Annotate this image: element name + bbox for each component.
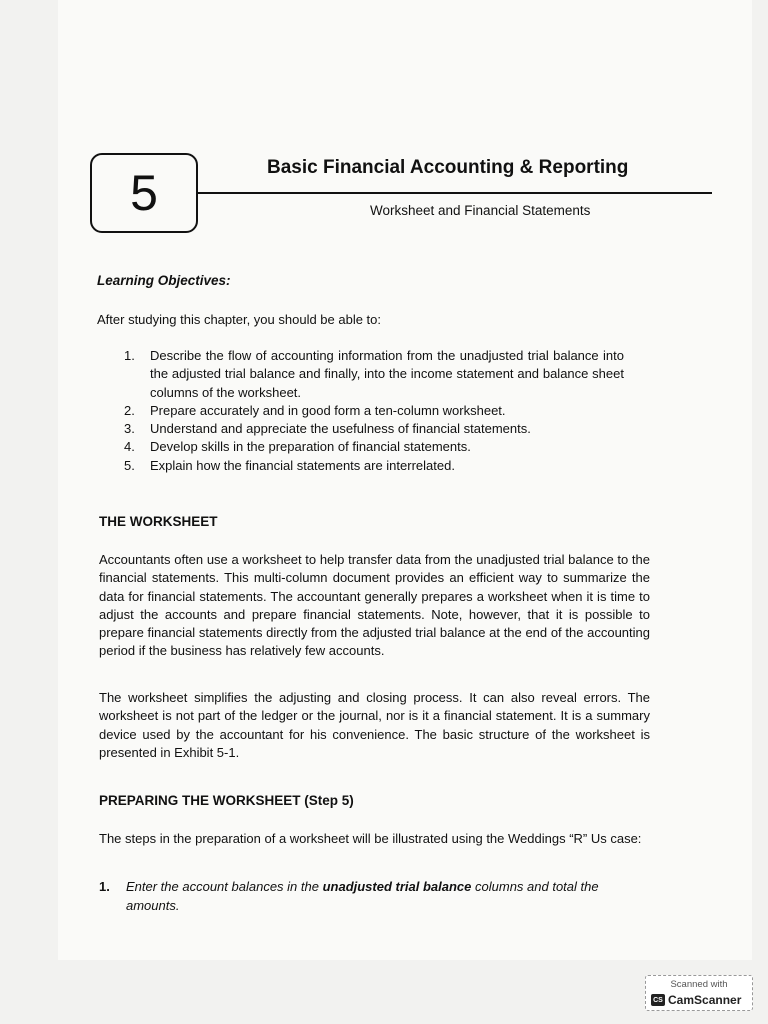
step-item: [99, 877, 655, 915]
worksheet-paragraph-2: The worksheet simplifies the adjusting and closing process. It can also reveal errors. The worksheet is not part of the ledger or the journal, nor is it a financial statement. It is a summary device used by the accountant for his convenience. The basic structure of the worksheet is presented in Exhibit 5-1.: [99, 690, 650, 760]
step-text-part: columns and total the amounts.: [126, 879, 599, 913]
objective-number: 5.: [124, 457, 135, 473]
camscanner-watermark: [645, 975, 753, 1011]
title-rule: [198, 192, 712, 194]
worksheet-paragraph-1: Accountants often use a worksheet to help transfer data from the unadjusted trial balance to the financial statements. This multi-column document provides an efficient way to summarize the data for financial statements. The accountant generally prepares a worksheet when it is time to adjust the accounts and prepare financial statements. Note, however, that it is possible to prepare financial statements directly from the adjusted trial balance at the end of the accounting period if the business has relatively few accounts.: [99, 552, 650, 659]
preparing-paragraph: The steps in the preparation of a worksheet will be illustrated using the Weddings “R” Us case:: [99, 831, 642, 846]
objective-text: Prepare accurately and in good form a ten-column worksheet.: [150, 402, 506, 418]
learning-objectives-heading: Learning Objectives:: [97, 273, 231, 288]
camscanner-logo-icon: CS: [651, 994, 665, 1006]
chapter-number: 5: [130, 165, 158, 221]
list-item: [124, 438, 624, 456]
step-text-part: Enter the account balances in the: [126, 879, 323, 894]
list-item: [124, 347, 624, 402]
step-text-emphasis: unadjusted trial balance: [322, 879, 472, 894]
worksheet-heading: THE WORKSHEET: [99, 514, 218, 529]
objective-number: 2.: [124, 402, 135, 418]
chapter-title: Basic Financial Accounting & Reporting: [267, 157, 629, 178]
objectives-list: [124, 347, 624, 475]
objective-text: Explain how the financial statements are interrelated.: [150, 457, 455, 473]
objective-number: 3.: [124, 421, 135, 437]
objective-number: 4.: [124, 439, 135, 455]
list-item: [124, 402, 624, 420]
scanned-with-label: Scanned with: [670, 979, 728, 990]
chapter-subtitle: Worksheet and Financial Statements: [370, 203, 591, 218]
scanner-brand-row: [651, 993, 741, 1007]
page-sheet: [58, 0, 752, 960]
objective-text: Develop skills in the preparation of financial statements.: [150, 439, 471, 455]
step-number: 1.: [99, 879, 110, 894]
chapter-number-box: [90, 153, 198, 233]
scanner-brand: CamScanner: [668, 993, 742, 1007]
objective-text: Describe the flow of accounting information from the unadjusted trial balance into the adjusted trial balance and finally, into the income statement and balance sheet columns of the worksheet.: [150, 348, 624, 400]
objective-text: Understand and appreciate the usefulness of financial statements.: [150, 421, 531, 437]
objective-number: 1.: [124, 348, 135, 363]
learning-objectives-intro: After studying this chapter, you should be able to:: [97, 312, 382, 327]
list-item: [124, 420, 624, 438]
step-text: [126, 877, 655, 915]
list-item: [124, 457, 624, 475]
preparing-heading: PREPARING THE WORKSHEET (Step 5): [99, 793, 354, 808]
